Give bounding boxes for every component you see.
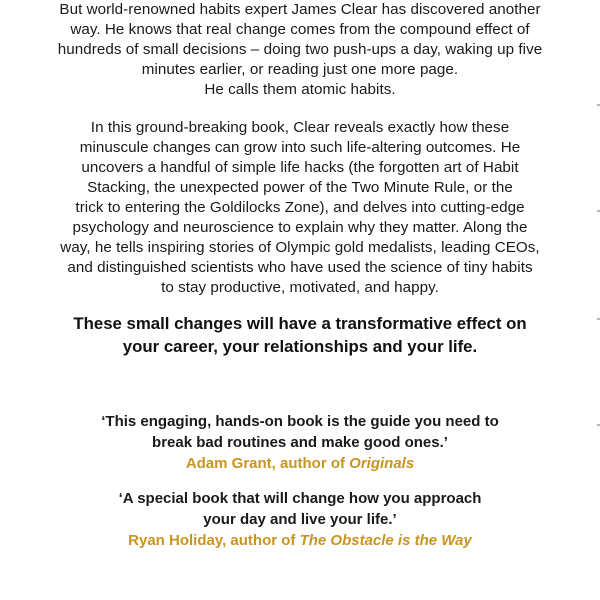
text-line: way, he tells inspiring stories of Olympic gold medalists, leading CEOs, — [60, 239, 540, 256]
highlight-line: your career, your relationships and your life. — [122, 337, 478, 356]
text-line: hundreds of small decisions – doing two push-ups a day, waking up five — [57, 41, 543, 58]
attribution-prefix: Ryan Holiday, author of — [128, 532, 300, 549]
text-line: way. He knows that real change comes from the compound effect of — [70, 21, 530, 38]
text-line: He calls them atomic habits. — [204, 81, 396, 98]
review-quote-2 — [30, 488, 570, 551]
description-paragraph-2 — [30, 118, 570, 298]
text-line: Stacking, the unexpected power of the Two Minute Rule, or the — [87, 179, 513, 196]
attribution-prefix: Adam Grant, author of — [185, 455, 350, 472]
quote-line: ‘This engaging, hands-on book is the guide you need to — [101, 413, 499, 430]
quote-line: your day and live your life.’ — [203, 511, 397, 528]
attribution-book-title: The Obstacle is the Way — [299, 532, 472, 549]
text-line: trick to entering the Goldilocks Zone), and delves into cutting-edge — [75, 199, 525, 216]
text-line: uncovers a handful of simple life hacks (the forgotten art of Habit — [81, 159, 519, 176]
quote-line: ‘A special book that will change how you approach — [118, 490, 482, 507]
highlight-line: These small changes will have a transformative effect on — [73, 314, 527, 333]
review-quote-1 — [30, 411, 570, 474]
quote-attribution — [30, 530, 570, 551]
text-line: and distinguished scientists who have used the science of tiny habits — [67, 259, 533, 276]
text-line: minutes earlier, or reading just one more page. — [141, 61, 459, 78]
text-line: minuscule changes can grow into such life-altering outcomes. He — [79, 139, 521, 156]
description-paragraph-1 — [30, 0, 570, 100]
quote-attribution — [30, 453, 570, 474]
attribution-book-title: Originals — [349, 455, 415, 472]
quote-line: break bad routines and make good ones.’ — [152, 434, 448, 451]
highlight-statement — [30, 312, 570, 358]
text-line: In this ground-breaking book, Clear reveals exactly how these — [90, 119, 510, 136]
text-line: But world-renowned habits expert James Clear has discovered another — [59, 1, 541, 18]
text-line: psychology and neuroscience to explain why they matter. Along the — [72, 219, 528, 236]
text-line: to stay productive, motivated, and happy. — [161, 279, 439, 296]
